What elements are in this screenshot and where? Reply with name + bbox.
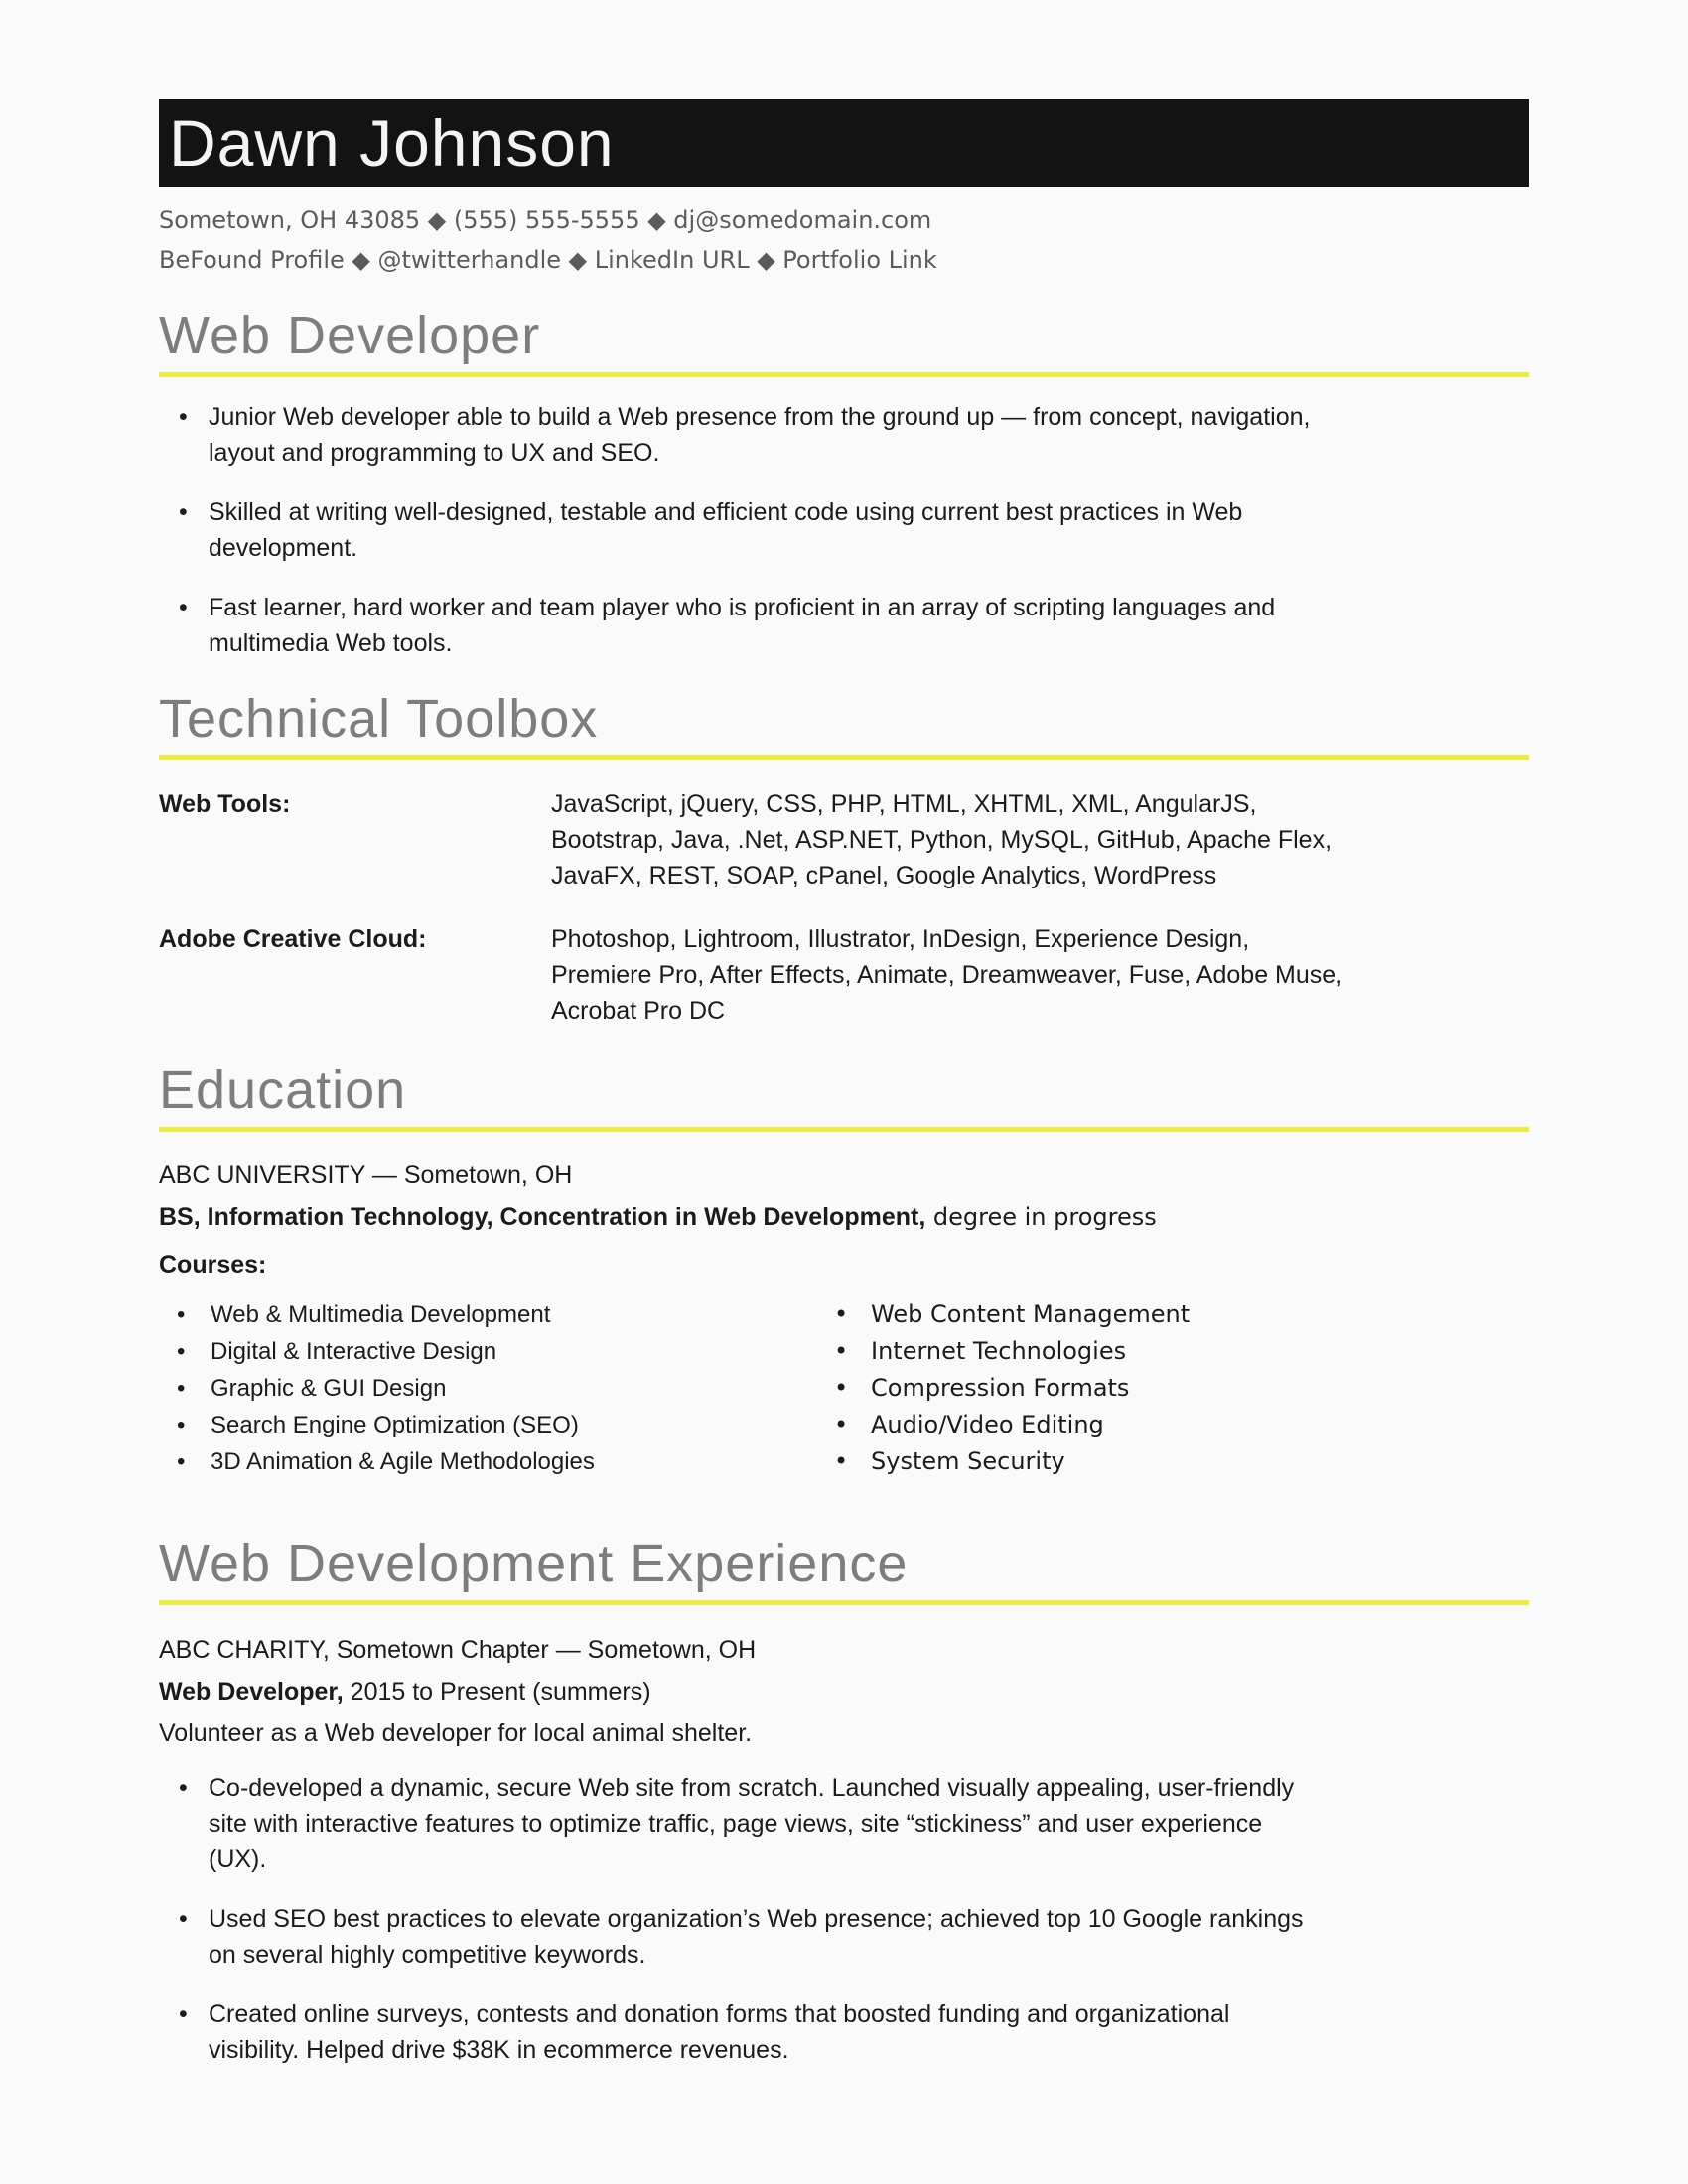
course-item: • Audio/Video Editing — [834, 1407, 1190, 1443]
course-item: • System Security — [834, 1443, 1190, 1480]
section-title-education: Education — [159, 1060, 407, 1120]
course-item: • Search Engine Optimization (SEO) — [159, 1407, 834, 1443]
summary-bullet: • Fast learner, hard worker and team player who is proficient in an array of scripting languages and multimedia Web tools. — [159, 590, 1311, 661]
toolbox-table — [159, 786, 1529, 1028]
education-school-line: ABC UNIVERSITY — Sometown, OH — [159, 1161, 573, 1189]
toolbox-row — [159, 921, 1529, 1028]
yellow-rule — [159, 372, 1529, 377]
experience-employer-line: ABC CHARITY, Sometown Chapter — Sometown, OH — [159, 1636, 757, 1664]
toolbox-row-value: JavaScript, jQuery, CSS, PHP, HTML, XHTML, XML, AngularJS, Bootstrap, Java, .Net, ASP.NET, Python, MySQL, GitHub, Apache Flex, JavaFX, REST, SOAP, cPanel, Google Analytics, WordPress — [551, 790, 1333, 889]
summary-bullet: • Junior Web developer able to build a Web presence from the ground up — from concept, navigation, layout and programming to UX and SEO. — [159, 399, 1311, 471]
experience-summary-line: Volunteer as a Web developer for local animal shelter. — [159, 1719, 753, 1747]
yellow-rule — [159, 1600, 1529, 1605]
section-title-summary: Web Developer — [159, 306, 541, 365]
person-name: Dawn Johnson — [169, 106, 615, 180]
experience-role-line — [159, 1671, 1529, 1712]
contact-info — [159, 201, 1529, 280]
education-degree-line — [159, 1197, 1529, 1237]
course-item: • Internet Technologies — [834, 1333, 1190, 1370]
yellow-rule — [159, 1127, 1529, 1132]
resume-content — [159, 99, 1529, 2068]
courses-column-left — [159, 1297, 834, 1480]
summary-bullet: • Skilled at writing well-designed, testable and efficient code using current best practices in Web development. — [159, 494, 1311, 566]
experience-bullet: • Co-developed a dynamic, secure Web site from scratch. Launched visually appealing, user-friendly site with interactive features to optimize traffic, page views, site “stickiness” and user experience (UX). — [159, 1770, 1311, 1877]
toolbox-row-value: Photoshop, Lightroom, Illustrator, InDesign, Experience Design, Premiere Pro, After Effects, Animate, Dreamweaver, Fuse, Adobe Muse, Acrobat Pro DC — [551, 925, 1343, 1024]
education-degree-bold: BS, Information Technology, Concentration in Web Development, — [159, 1203, 926, 1231]
section-title-toolbox: Technical Toolbox — [159, 689, 599, 749]
courses-label: Courses: — [159, 1251, 267, 1279]
courses-columns — [159, 1297, 1529, 1480]
section-summary — [159, 308, 1529, 661]
contact-line-1: Sometown, OH 43085 ◆ (555) 555-5555 ◆ dj@somedomain.com — [159, 206, 932, 234]
courses-column-right — [834, 1297, 1190, 1480]
experience-bullet: • Created online surveys, contests and donation forms that boosted funding and organizational visibility. Helped drive $38K in ecommerce revenues. — [159, 1996, 1311, 2068]
experience-bullet: • Used SEO best practices to elevate organization’s Web presence; achieved top 10 Google rankings on several highly competitive keywords. — [159, 1901, 1311, 1973]
experience-bullet-list — [159, 1770, 1529, 2068]
toolbox-row-label: Adobe Creative Cloud: — [159, 925, 427, 953]
name-banner — [159, 99, 1529, 187]
experience-role-dates: 2015 to Present (summers) — [343, 1678, 651, 1706]
section-title-experience: Web Development Experience — [159, 1534, 909, 1593]
section-experience — [159, 1536, 1529, 2068]
summary-bullet-list — [159, 399, 1529, 661]
toolbox-row — [159, 786, 1529, 893]
course-item: • Web Content Management — [834, 1297, 1190, 1333]
toolbox-row-label: Web Tools: — [159, 790, 291, 818]
course-item: • Web & Multimedia Development — [159, 1297, 834, 1333]
experience-role-title: Web Developer, — [159, 1678, 344, 1706]
course-item: • Digital & Interactive Design — [159, 1333, 834, 1370]
section-toolbox — [159, 691, 1529, 1028]
course-item: • Compression Formats — [834, 1370, 1190, 1407]
course-item: • 3D Animation & Agile Methodologies — [159, 1443, 834, 1480]
contact-line-2: BeFound Profile ◆ @twitterhandle ◆ LinkedIn URL ◆ Portfolio Link — [159, 246, 937, 274]
section-education — [159, 1062, 1529, 1480]
yellow-rule — [159, 755, 1529, 760]
education-degree-status: degree in progress — [925, 1203, 1157, 1231]
course-item: • Graphic & GUI Design — [159, 1370, 834, 1407]
